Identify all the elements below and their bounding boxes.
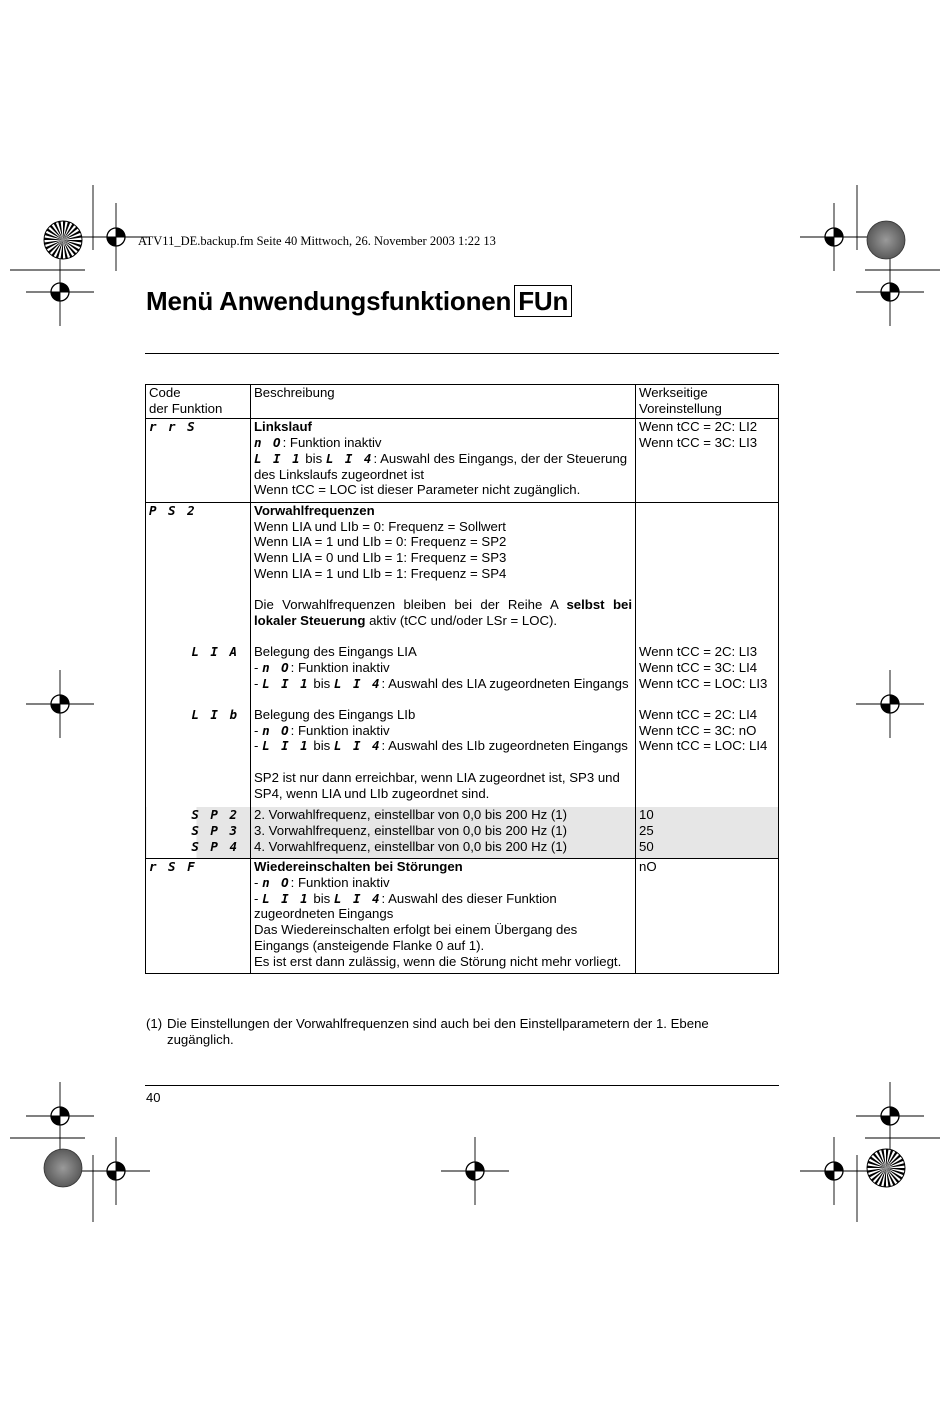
header-description: Beschreibung	[251, 385, 636, 419]
default-sp	[636, 807, 779, 859]
lib-default-3: Wenn tCC = LOC: LI4	[639, 738, 768, 754]
ps2-line-4: Wenn LIA = 1 und LIb = 1: Frequenz = SP4	[254, 565, 507, 581]
description-lia	[251, 644, 636, 707]
lcd-code-rsf: r S F	[149, 859, 197, 875]
print-header: ATV11_DE.backup.fm Seite 40 Mittwoch, 26. November 2003 1:22 13	[138, 234, 496, 248]
table-row-rrs	[146, 419, 779, 503]
lia-dash-2: -	[254, 675, 263, 691]
rsf-li-text: : Auswahl des dieser Funktion zugeordneten Eingangs	[254, 890, 557, 922]
sp3-desc: 3. Vorwahlfrequenz, einstellbar von 0,0 bis 200 Hz (1)	[254, 822, 568, 838]
rrs-li-text: : Auswahl des Eingangs, der der Steuerung des Linkslaufs zugeordnet ist	[254, 450, 628, 482]
menu-code-box: FUn	[514, 285, 572, 317]
table-row-ps2	[146, 502, 779, 644]
code-sp	[146, 807, 251, 859]
table-row-sp	[146, 807, 779, 859]
sp2-default: 10	[639, 807, 654, 823]
rrs-default-2: Wenn tCC = 3C: LI3	[639, 435, 758, 451]
lcd-no: n O	[254, 435, 283, 451]
bottom-rule	[145, 1085, 779, 1086]
ps2-line-1: Wenn LIA und LIb = 0: Frequenz = Sollwert	[254, 518, 506, 534]
default-ps2	[636, 502, 779, 644]
description-lib	[251, 707, 636, 807]
lia-dash-1: -	[254, 659, 263, 675]
default-rrs	[636, 419, 779, 503]
lcd-li4: L I 4	[333, 675, 382, 691]
rrs-no-text: : Funktion inaktiv	[282, 435, 382, 451]
lcd-code-rrs: r r S	[149, 419, 197, 435]
lib-bis: bis	[309, 738, 334, 754]
code-lib	[146, 707, 251, 807]
lia-default-1: Wenn tCC = 2C: LI3	[639, 644, 758, 660]
sp4-default: 50	[639, 838, 654, 854]
ps2-line-2: Wenn LIA = 1 und LIb = 0: Frequenz = SP2	[254, 534, 507, 550]
lcd-code-lia: L I A	[191, 644, 239, 660]
lcd-no: n O	[262, 875, 291, 891]
lia-default-2: Wenn tCC = 3C: LI4	[639, 659, 758, 675]
rrs-bis: bis	[301, 450, 326, 466]
rrs-loc-text: Wenn tCC = LOC ist dieser Parameter nicht zugänglich.	[254, 482, 581, 498]
ps2-note-bold: selbst bei lokaler Steuerung	[254, 597, 632, 628]
lib-note: SP2 ist nur dann erreichbar, wenn LIA zugeordnet ist, SP3 und SP4, wenn LIA und LIb zugeordnet sind.	[254, 769, 620, 801]
header-default	[636, 385, 779, 419]
lib-line-1: Belegung des Eingangs LIb	[254, 707, 416, 723]
table-header-row	[146, 385, 779, 419]
header-default-line2: Voreinstellung	[639, 400, 722, 416]
lcd-li1: L I 1	[262, 890, 310, 906]
ps2-line-3: Wenn LIA = 0 und LIb = 1: Frequenz = SP3	[254, 550, 507, 566]
lcd-code-sp4: S P 4	[191, 838, 239, 854]
table-row-lia	[146, 644, 779, 707]
ps2-note-part2: aktiv (tCC und/oder LSr = LOC).	[365, 612, 558, 628]
rsf-dash-1: -	[254, 875, 263, 891]
description-ps2	[251, 502, 636, 644]
lcd-no: n O	[262, 722, 291, 738]
rrs-title: Linkslauf	[254, 419, 312, 435]
description-sp	[251, 807, 636, 859]
footnote	[146, 1016, 766, 1048]
lia-line-1: Belegung des Eingangs LIA	[254, 644, 417, 660]
lcd-li4: L I 4	[333, 890, 382, 906]
lia-li-text: : Auswahl des LIA zugeordneten Eingangs	[381, 675, 629, 691]
footnote-text: Die Einstellungen der Vorwahlfrequenzen sind auch bei den Einstellparametern der 1. Ebene zugänglich.	[167, 1016, 709, 1047]
sp4-desc: 4. Vorwahlfrequenz, einstellbar von 0,0 bis 200 Hz (1)	[254, 838, 568, 854]
header-code-line2: der Funktion	[149, 400, 223, 416]
header-code	[146, 385, 251, 419]
code-ps2	[146, 502, 251, 644]
lib-dash-1: -	[254, 722, 263, 738]
sp3-default: 25	[639, 822, 654, 838]
lia-no-text: : Funktion inaktiv	[290, 659, 390, 675]
page-number: 40	[146, 1090, 161, 1105]
page-title-text: Menü Anwendungsfunktionen	[146, 286, 512, 316]
ps2-note-part1: Die Vorwahlfrequenzen bleiben bei der Reihe A	[254, 597, 567, 613]
default-lia	[636, 644, 779, 707]
parameter-table	[145, 384, 779, 974]
page-title	[146, 286, 572, 317]
description-rsf	[251, 859, 636, 974]
rsf-line-2: Das Wiedereinschalten erfolgt bei einem Übergang des Eingangs (ansteigende Flanke 0 auf 1).	[254, 922, 578, 953]
rsf-no-text: : Funktion inaktiv	[290, 875, 390, 891]
lcd-code-lib: L I b	[191, 707, 239, 723]
lcd-li1: L I 1	[254, 450, 302, 466]
table-row-lib	[146, 707, 779, 807]
top-rule	[145, 353, 779, 354]
lcd-code-sp3: S P 3	[191, 822, 239, 838]
default-lib	[636, 707, 779, 807]
header-default-line1: Werkseitige	[639, 385, 708, 400]
code-lia	[146, 644, 251, 707]
lib-no-text: : Funktion inaktiv	[290, 722, 390, 738]
lib-default-1: Wenn tCC = 2C: LI4	[639, 707, 758, 723]
lcd-code-sp2: S P 2	[191, 807, 239, 823]
sp2-desc: 2. Vorwahlfrequenz, einstellbar von 0,0 bis 200 Hz (1)	[254, 807, 568, 823]
lia-bis: bis	[309, 675, 334, 691]
lib-dash-2: -	[254, 738, 263, 754]
code-rsf	[146, 859, 251, 974]
default-rsf: nO	[636, 859, 779, 974]
rsf-title: Wiedereinschalten bei Störungen	[254, 859, 463, 875]
lcd-no: n O	[262, 659, 291, 675]
lcd-code-ps2: P S 2	[149, 502, 197, 518]
rrs-default-1: Wenn tCC = 2C: LI2	[639, 419, 758, 435]
lib-li-text: : Auswahl des LIb zugeordneten Eingangs	[381, 738, 628, 754]
ps2-title: Vorwahlfrequenzen	[254, 502, 375, 518]
ps2-note	[254, 597, 632, 628]
lia-default-3: Wenn tCC = LOC: LI3	[639, 675, 768, 691]
table-row-rsf	[146, 859, 779, 974]
code-rrs	[146, 419, 251, 503]
description-rrs	[251, 419, 636, 503]
lcd-li1: L I 1	[262, 738, 310, 754]
rsf-bis: bis	[309, 890, 334, 906]
lib-default-2: Wenn tCC = 3C: nO	[639, 722, 757, 738]
rsf-dash-2: -	[254, 890, 263, 906]
header-code-line1: Code	[149, 385, 181, 400]
lcd-li4: L I 4	[325, 450, 374, 466]
footnote-mark: (1)	[146, 1016, 163, 1031]
lcd-li1: L I 1	[262, 675, 310, 691]
lcd-li4: L I 4	[333, 738, 382, 754]
rsf-line-3: Es ist erst dann zulässig, wenn die Störung nicht mehr vorliegt.	[254, 953, 622, 969]
